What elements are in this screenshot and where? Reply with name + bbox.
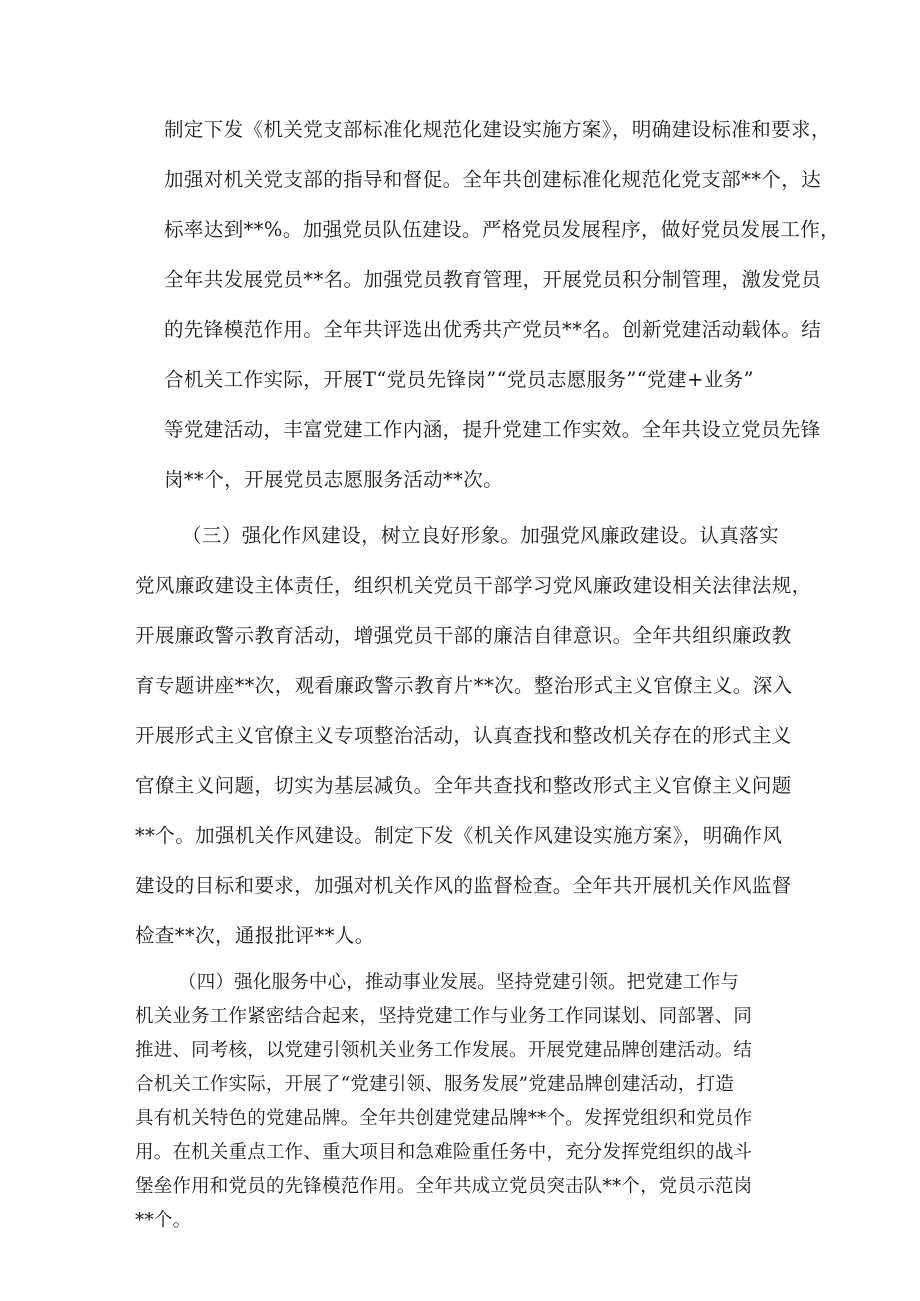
- text-line: 等党建活动，丰富党建工作内涵，提升党建工作实效。全年共设立党员先锋: [164, 418, 821, 441]
- text-line: 推进、同考核，以党建引领机关业务工作发展。开展党建品牌创建活动。结: [135, 1040, 753, 1061]
- text-line: 用。在机关重点工作、重大项目和急难险重任务中，充分发挥党组织的战斗: [135, 1142, 753, 1163]
- text-line: **个。: [135, 1210, 192, 1231]
- section-heading-line: （四）强化服务中心，推动事业发展。坚持党建引领。把党建工作与: [178, 972, 740, 993]
- text-line: 机关业务工作紧密结合起来，坚持党建工作与业务工作同谋划、同部署、同: [135, 1006, 753, 1027]
- text-line: 育专题讲座**次，观看廉政警示教育片**次。整治形式主义官僚主义。深入: [135, 674, 793, 697]
- text-line: 党风廉政建设主体责任，组织机关党员干部学习党风廉政建设相关法律法规，: [135, 574, 812, 597]
- text-line: 标率达到**%。加强党员队伍建设。严格党员发展程序，做好党员发展工作，: [164, 218, 841, 241]
- text-line: 堡垒作用和党员的先锋模范作用。全年共成立党员突击队**个，党员示范岗: [135, 1176, 753, 1197]
- text-line: 检查**次，通报批评**人。: [135, 924, 375, 947]
- text-line: 官僚主义问题，切实为基层减负。全年共查找和整改形式主义官僚主义问题: [135, 774, 792, 797]
- text-line: 合机关工作实际，开展了“党建引领、服务发展”党建品牌创建活动，打造: [135, 1074, 735, 1095]
- text-line: 建设的目标和要求，加强对机关作风的监督检查。全年共开展机关作风监督: [135, 874, 792, 897]
- text-line: 开展形式主义官僚主义专项整治活动，认真查找和整改机关存在的形式主义: [135, 724, 792, 747]
- text-line: 制定下发《机关党支部标准化规范化建设实施方案》，明确建设标准和要求，: [164, 118, 831, 141]
- text-line: 的先锋模范作用。全年共评选出优秀共产党员**名。创新党建活动载体。结: [164, 318, 822, 341]
- text-line: 全年共发展党员**名。加强党员教育管理，开展党员积分制管理，激发党员: [164, 268, 822, 291]
- text-line: 具有机关特色的党建品牌。全年共创建党建品牌**个。发挥党组织和党员作: [135, 1108, 753, 1129]
- text-line: **个。加强机关作风建设。制定下发《机关作风建设实施方案》，明确作风: [135, 824, 783, 847]
- text-line: 开展廉政警示教育活动，增强党员干部的廉洁自律意识。全年共组织廉政教: [135, 624, 792, 647]
- text-line: 加强对机关党支部的指导和督促。全年共创建标准化规范化党支部**个，达: [164, 168, 822, 191]
- text-line: 岗**个，开展党员志愿服务活动**次。: [164, 468, 504, 491]
- text-line: 合机关工作实际，开展T“党员先锋岗”“党员志愿服务”“党建+业务”: [164, 368, 754, 391]
- section-heading-line: （三）强化作风建设，树立良好形象。加强党风廉政建设。认真落实: [182, 524, 780, 547]
